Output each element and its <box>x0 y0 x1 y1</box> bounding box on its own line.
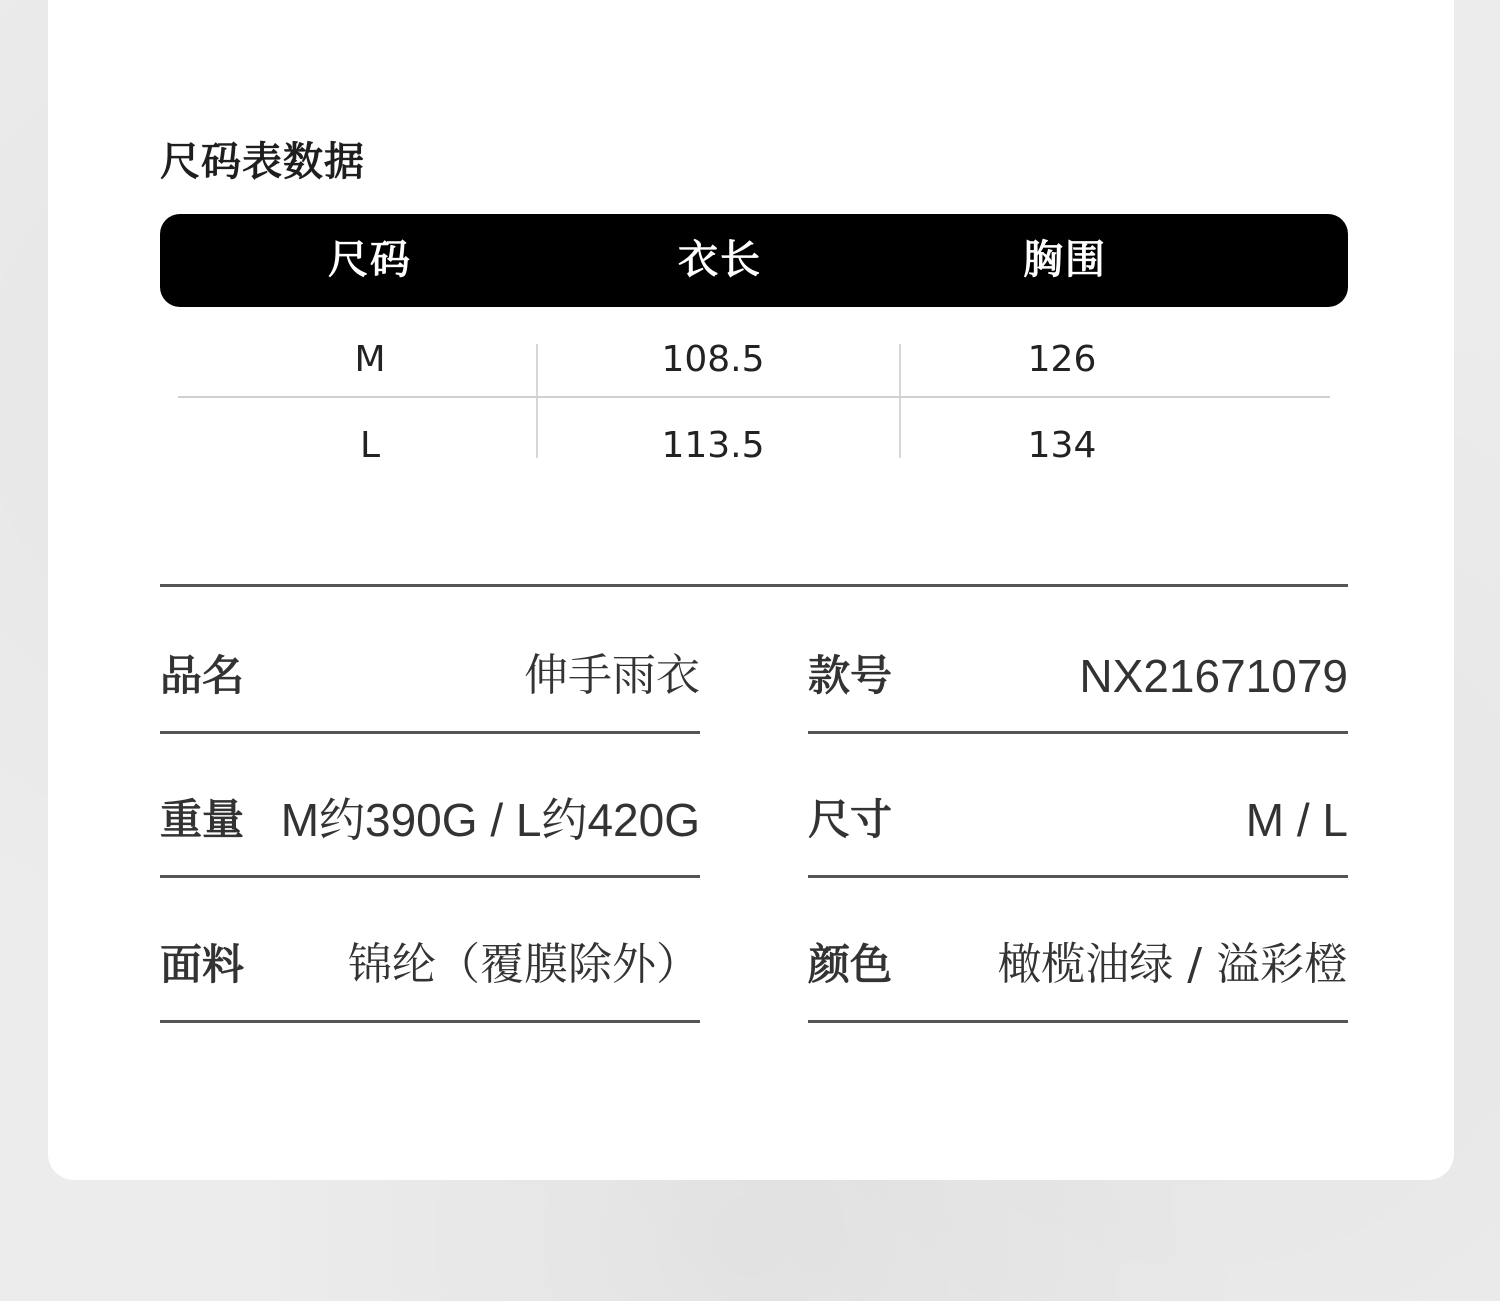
spec-value: M约390G / L约420G <box>280 794 700 846</box>
table-row <box>178 416 1330 476</box>
spec-size <box>808 730 1348 878</box>
cell-size: M <box>354 339 386 380</box>
spec-value: NX21671079 <box>1079 650 1348 702</box>
header-chest: 胸围 <box>1023 237 1107 283</box>
spec-label: 面料 <box>160 940 245 989</box>
cell-chest: 126 <box>1027 339 1097 380</box>
header-length: 衣长 <box>678 237 762 283</box>
cell-length: 113.5 <box>661 425 765 466</box>
cell-size: L <box>359 425 381 466</box>
cell-chest: 134 <box>1027 425 1097 466</box>
size-table-body <box>178 330 1330 480</box>
spec-value: M / L <box>1245 794 1348 846</box>
size-table-header <box>160 214 1348 307</box>
spec-value: 锦纶（覆膜除外） <box>348 939 700 990</box>
row-divider <box>178 396 1330 398</box>
size-chart-title: 尺码表数据 <box>160 139 365 185</box>
spec-value: 伸手雨衣 <box>524 650 700 701</box>
spec-value: 橄榄油绿 / 溢彩橙 <box>997 939 1348 990</box>
spec-weight <box>160 730 700 878</box>
spec-style-no <box>808 586 1348 734</box>
spec-product-name <box>160 586 700 734</box>
spec-label: 重量 <box>160 795 245 844</box>
spec-label: 款号 <box>808 651 893 700</box>
spec-color <box>808 875 1348 1023</box>
spec-label: 尺寸 <box>808 795 893 844</box>
spec-fabric <box>160 875 700 1023</box>
cell-length: 108.5 <box>661 339 765 380</box>
spec-label: 品名 <box>160 651 245 700</box>
table-row <box>178 330 1330 390</box>
header-size: 尺码 <box>328 237 412 283</box>
spec-label: 颜色 <box>808 940 893 989</box>
